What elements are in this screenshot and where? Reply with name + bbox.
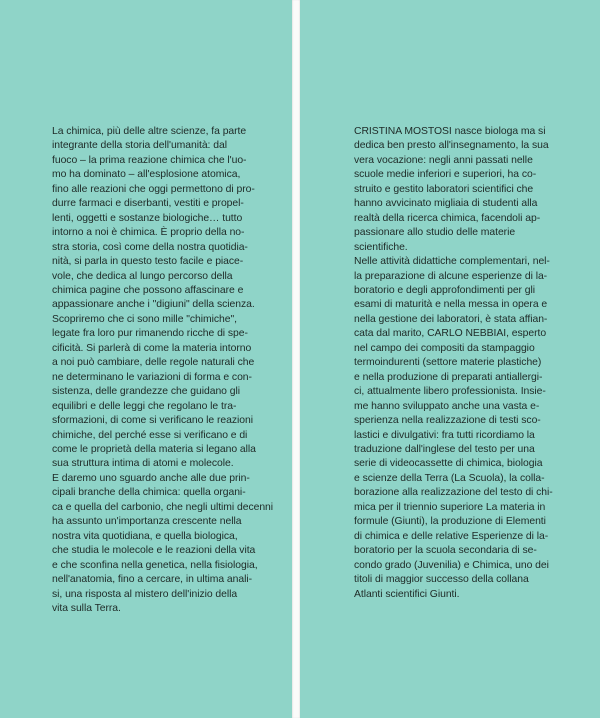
left-flap-text-line: nostra vita quotidiana, e quella biologica, [52,530,238,542]
right-flap-text-line: passionare allo studio delle materie [354,227,516,239]
left-flap-text-line: mo ha dominato – all'esplosione atomica, [52,169,241,181]
right-flap-text-line: la preparazione di alcune esperienze di la- [354,270,548,282]
right-flap-text-line: scientifiche. [354,241,408,253]
left-flap-text-line: La chimica, più delle altre scienze, fa parte [52,126,247,137]
left-flap-text-line: intorno a noi è chimica. È proprio della no- [52,227,245,239]
left-flap-text-line: nell'anatomia, fino a cercare, in ultima anali- [52,574,253,586]
left-flap-text-line: legate fra loro pur rimanendo ricche di spe- [52,328,248,340]
left-flap-text-line: equilibri e delle leggi che regolano le tra- [52,400,237,412]
right-flap-text-line: me hanno sviluppato anche una vasta e- [354,400,540,412]
right-flap-text-line: boratorio per la scuola secondaria di se- [354,545,537,557]
left-flap-text-line: come le proprietà della materia si legano alla [52,443,256,455]
right-flap-text-line: lastici e divulgativi: fra tutti ricordiamo la [354,429,535,441]
right-flap-text-line: condo grado (Juvenilia) e Chimica, uno dei [354,559,549,571]
right-flap-text-line: Atlanti scientifici Giunti. [354,588,460,600]
left-flap-text-line: vita sulla Terra. [52,602,121,614]
left-flap-text-line: chimica pagine che possono affascinare e [52,284,244,296]
left-flap-text-line: che studia le molecole e le reazioni della vita [52,545,256,557]
left-flap-text-line: si, una risposta al mistero dell'inizio della [52,588,238,600]
right-flap-text-line: e nella produzione di preparati antiallergi- [354,371,543,383]
left-flap-text-line: chimiche, del perché esse si verificano e di [52,429,248,441]
left-flap-text-line: E daremo uno sguardo anche alle due prin- [52,472,250,484]
left-flap-text-line: cipali branche della chimica: quella organi- [52,487,246,499]
page-gutter [292,0,300,718]
left-flap-text-line: ca e quella del carbonio, che negli ultimi decenni [52,501,274,513]
left-flap [0,0,292,718]
right-flap-text-line: hanno avvicinato migliaia di studenti alla [354,198,538,210]
right-flap-text-line: ci, attualmente libero professionista. Insie- [354,386,546,398]
right-flap-text-line: cata dal marito, CARLO NEBBIAI, esperto [354,328,547,340]
right-flap-text-line: e scienze della Terra (La Scuola), la colla- [354,472,545,484]
left-flap-text-line: fuoco – la prima reazione chimica che l'uo- [52,154,247,166]
right-flap-text [354,125,553,602]
left-flap-text-line: a noi può cambiare, delle regole naturali che [52,357,255,369]
left-flap-text-line: vole, che dedica al lungo percorso della [52,270,233,282]
left-flap-text-line: integrante della storia dell'umanità: dal [52,140,227,152]
right-flap-text-line: boratorio e degli approfondimenti per gli [354,284,536,296]
left-flap-text-line: durre farmaci e diserbanti, vestiti e propel- [52,198,244,210]
right-flap-text-line: termoindurenti (settore materie plastiche) [354,357,542,369]
left-flap-text-line: Scopriremo che ci sono mille "chimiche", [52,313,237,325]
right-flap-text-line: sperienza nella realizzazione di testi sco- [354,415,541,427]
right-flap-text-line: mica per il triennio superiore La materia in [354,501,546,513]
left-flap-text-line: sua struttura intima di atomi e molecole. [52,458,234,470]
right-flap-text-line: di chimica e delle relative Esperienze di la- [354,530,549,542]
right-flap-text-line: struito e gestito laboratori scientifici che [354,183,534,195]
right-flap-text-line: nel campo dei compositi da stampaggio [354,342,535,354]
left-flap-text-line: fino alle reazioni che oggi permettono di pro- [52,183,255,195]
left-flap-text-line: sformazioni, di come si verificano le reazioni [52,415,253,427]
right-flap-text-line: Nelle attività didattiche complementari, nel- [354,256,550,268]
right-flap-text-line: borazione alla realizzazione del testo di chi- [354,487,553,499]
right-flap-text-line: serie di videocassette di chimica, biologia [354,458,543,470]
left-flap-text-line: stra storia, così come della nostra quotidia- [52,241,248,253]
left-flap-text-line: ha assunto un'importanza crescente nella [52,516,242,528]
right-flap-text-line: scuole medie inferiori e superiori, ha co- [354,169,537,181]
left-flap-text-line: cificità. Si parlerà di come la materia intorno [52,342,252,354]
left-flap-text-line: ne determinano le variazioni di forma e con- [52,371,252,383]
left-flap-text-line: appassionare anche i "digiuni" della scienza. [52,299,255,311]
left-flap-text-line: nità, si parla in questo testo facile e piace- [52,256,244,268]
right-flap-text-line: traduzione dall'inglese del testo per una [354,443,535,455]
right-flap-text-line: esami di maturità e nella messa in opera e [354,299,548,311]
left-flap-text-line: lenti, oggetti e sostanze biologiche… tutto [52,212,243,224]
right-flap-text-line: titoli di maggior successo della collana [354,574,529,586]
right-flap [300,0,600,718]
right-flap-text-line: nella gestione dei laboratori, è stata affian- [354,313,548,325]
right-flap-text-line: vera vocazione: negli anni passati nelle [354,154,533,166]
right-flap-text-line: formule (Giunti), la produzione di Elementi [354,516,546,528]
right-flap-text-line: CRISTINA MOSTOSI nasce biologa ma si [354,126,546,137]
left-flap-text-line: sistenza, delle grandezze che guidano gli [52,386,240,398]
left-flap-text-line: e che sconfina nella genetica, nella fisiologia, [52,559,258,571]
right-flap-text-line: dedica ben presto all'insegnamento, la sua [354,140,549,152]
left-flap-text [52,125,273,616]
right-flap-text-line: realtà della ricerca chimica, facendoli ap- [354,212,541,224]
